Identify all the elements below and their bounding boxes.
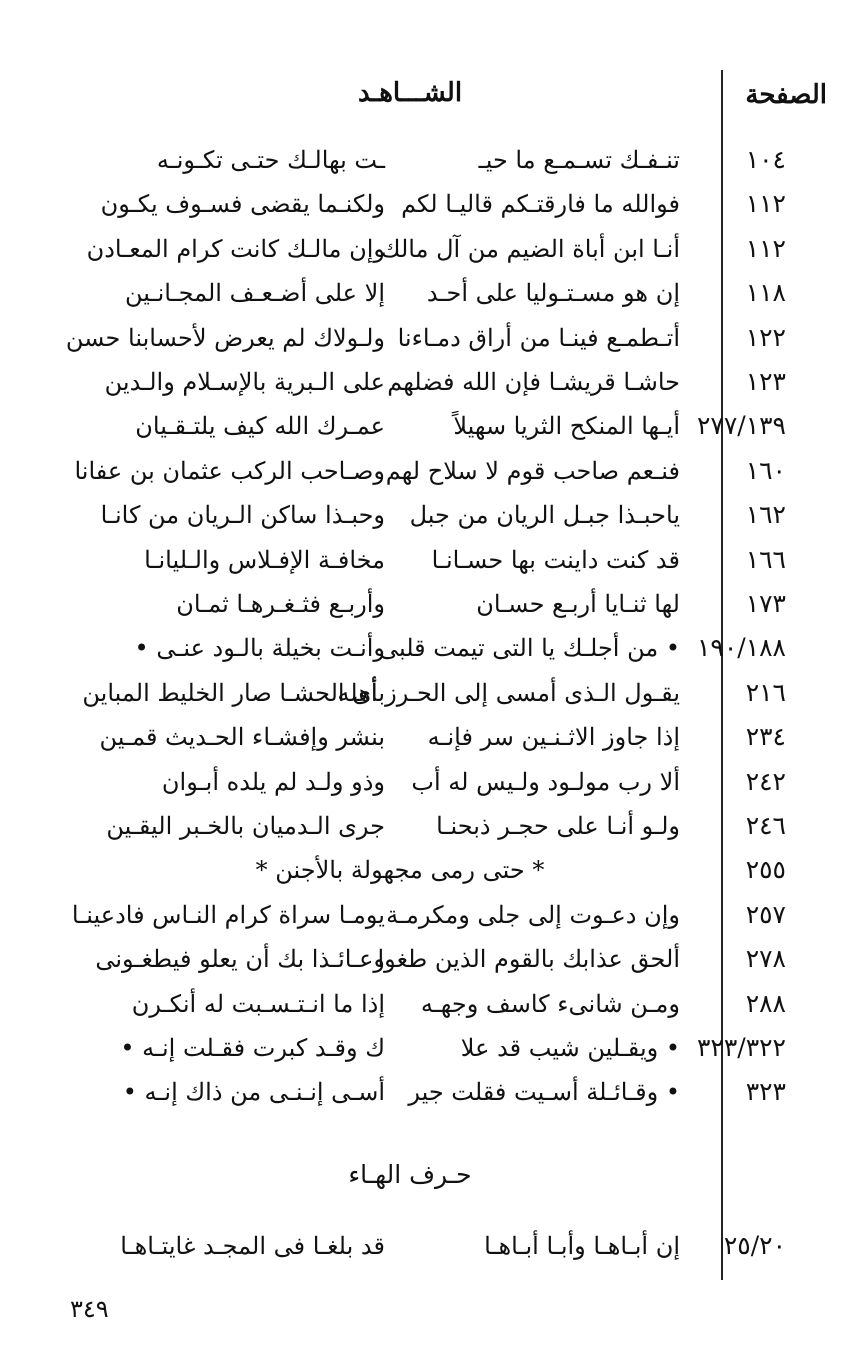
verse-second-hemistich: إلا على أضـعـف المجـانـين [125, 279, 385, 308]
verse-row [0, 360, 850, 404]
verse-first-hemistich: يقـول الـذى أمسى إلى الحـرز أهله [337, 678, 680, 707]
page-reference: ١٢٣ [745, 367, 786, 396]
page-reference: ١٦٠ [745, 455, 786, 485]
verse-first-hemistich: فنـعم صاحب قوم لا سلاح لهم [385, 456, 680, 485]
verse-row [0, 582, 850, 626]
verse-first-hemistich: حاشـا قريشـا فإن الله فضلهم [387, 368, 680, 396]
verses-column-header: الشـــاهـد [357, 78, 463, 108]
verse-first-hemistich: أنـا ابن أباة الضيم من آل مالك [380, 234, 680, 263]
verse-first-hemistich: • من أجلـك يا التى تيمت قلبى [378, 634, 680, 663]
verse-first-hemistich: إن هو مسـتـوليا على أحـد [426, 279, 680, 308]
verse-second-hemistich: وحبـذا ساكن الـريان من كانـا [100, 501, 385, 530]
verse-row [0, 937, 850, 981]
verse-first-hemistich: ياحبـذا جبـل الريان من جبل [409, 501, 680, 530]
verse-second-hemistich: وعـائـذا بك أن يعلو فيطغـونى [95, 945, 385, 974]
verse-second-hemistich: بنشر وإفشـاء الحـديث قمـين [99, 723, 385, 752]
page-reference: ٢٥٥ [745, 855, 786, 885]
verse-first-hemistich: وإن دعـوت إلى جلى ومكرمـة [386, 900, 680, 929]
verse-row [0, 1224, 850, 1268]
verse-first-hemistich: ألا رب مولـود ولـيس له أب [411, 767, 680, 796]
verse-second-hemistich: ك وقـد كبرت فقـلت إنـه • [120, 1034, 385, 1062]
verse-row [0, 715, 850, 759]
verse-fragment: * حتى رمى مجهولة بالأجنن * [255, 856, 545, 885]
verse-row [0, 626, 850, 670]
verse-first-hemistich: إن أبـاهـا وأبـا أبـاهـا [484, 1232, 680, 1260]
verse-row [0, 893, 850, 937]
verse-row [0, 671, 850, 715]
verse-second-hemistich: جرى الـدميان بالخـبر اليقـين [106, 812, 385, 840]
verse-first-hemistich: تنـفـك تسـمـع ما حيـ [478, 146, 680, 174]
verse-second-hemistich: وإن مالـك كانت كرام المعـادن [86, 234, 385, 263]
verse-row [0, 538, 850, 582]
page-reference: ١١٢ [745, 189, 786, 219]
page-reference: ٢٤٢ [745, 766, 786, 796]
verse-row [0, 493, 850, 537]
verse-row [0, 1026, 850, 1070]
verse-row [0, 316, 850, 360]
page-reference: ٢٤٦ [745, 811, 786, 840]
verse-first-hemistich: • ويقـلين شيب قد علا [460, 1034, 680, 1062]
verse-first-hemistich: إذا جاوز الاثـنـين سر فإنـه [427, 723, 680, 752]
page-reference: ١١٢ [745, 233, 786, 263]
section-title-ha: حـرف الهـاء [348, 1160, 472, 1189]
verse-first-hemistich: لها ثنـايا أربـع حسـان [476, 590, 680, 618]
verse-row [0, 449, 850, 493]
page-reference: ٣٢٣/٣٢٢ [697, 1033, 786, 1062]
verse-second-hemistich: وذو ولـد لم يلده أبـوان [161, 767, 385, 796]
verse-second-hemistich: ولـولاك لم يعرض لأحسابنا حسن [65, 323, 385, 352]
verse-first-hemistich: أيـها المنكح الثريا سهيلاً [453, 412, 680, 441]
verse-row [0, 182, 850, 226]
page-reference: ١٦٦ [745, 544, 786, 574]
page-reference: ٢٧٧/١٣٩ [697, 411, 786, 441]
verse-second-hemistich: وأربـع فثـغـرهـا ثمـان [176, 590, 385, 618]
verse-row [0, 227, 850, 271]
verse-second-hemistich: بأى الحشـا صار الخليط المباين [82, 678, 385, 707]
page-reference: ١١٨ [745, 278, 786, 308]
page-reference: ٢٥٧ [745, 899, 786, 929]
page-reference: ١٩٠/١٨٨ [697, 633, 786, 663]
verse-first-hemistich: ومـن شانىء كاسف وجهـه [420, 989, 680, 1018]
verse-row [0, 404, 850, 448]
verse-first-hemistich: • وقـائـلة أسـيت فقلت جير [408, 1078, 680, 1107]
verse-second-hemistich: وصـاحب الركب عثمان بن عفانا [74, 456, 385, 485]
verse-row [0, 804, 850, 848]
verse-row [0, 760, 850, 804]
verse-second-hemistich: يومـا سراة كرام النـاس فادعينـا [71, 900, 385, 929]
page-number: ٣٤٩ [70, 1295, 109, 1323]
verse-row [0, 982, 850, 1026]
verse-row [0, 138, 850, 182]
verse-second-hemistich: على الـبرية بالإسـلام والـدين [104, 368, 385, 396]
verse-row [0, 271, 850, 315]
verse-second-hemistich: مخافـة الإفـلاس والـليانـا [144, 545, 385, 574]
verse-second-hemistich: عمـرك الله كيف يلتـقـيان [135, 412, 385, 441]
verse-first-hemistich: فوالله ما فارقتـكم قاليـا لكم [401, 190, 680, 219]
verse-first-hemistich: أتـطمـع فينـا من أراق دمـاءنا [397, 323, 680, 352]
verse-row [0, 848, 850, 892]
verse-second-hemistich: وأنـت بخيلة بالـود عنـى • [134, 634, 385, 663]
page-column-header: الصفحة [745, 80, 827, 110]
verse-second-hemistich: قد بلغـا فى المجـد غايتـاهـا [120, 1232, 385, 1260]
verse-first-hemistich: قد كنت داينت بها حسـانـا [431, 545, 680, 574]
page-reference: ١٦٢ [745, 500, 786, 530]
verse-first-hemistich: ولـو أنـا على حجـر ذبحنـا [436, 812, 680, 840]
page-reference: ١٠٤ [745, 145, 786, 174]
page-reference: ٢٧٨ [745, 944, 786, 974]
verse-second-hemistich: أسـى إنـنـى من ذاك إنـه • [122, 1078, 385, 1107]
verse-first-hemistich: ألحق عذابك بالقوم الذين طغوا [377, 945, 680, 974]
verse-second-hemistich: ـت بهالـك حتـى تكـونـه [156, 146, 385, 174]
page-reference: ١٧٣ [745, 589, 786, 618]
page-reference: ٢٣٤ [745, 722, 786, 752]
page-reference: ٢٥/٢٠ [723, 1231, 786, 1260]
verse-second-hemistich: ولكنـما يقضى فسـوف يكـون [100, 190, 385, 219]
page-reference: ٢١٦ [745, 677, 786, 707]
verse-row [0, 1070, 850, 1114]
page-reference: ١٢٢ [745, 322, 786, 352]
verse-second-hemistich: إذا ما انـتـسـبت له أنكـرن [131, 989, 385, 1018]
page-reference: ٢٨٨ [745, 988, 786, 1018]
page-reference: ٣٢٣ [745, 1077, 786, 1107]
